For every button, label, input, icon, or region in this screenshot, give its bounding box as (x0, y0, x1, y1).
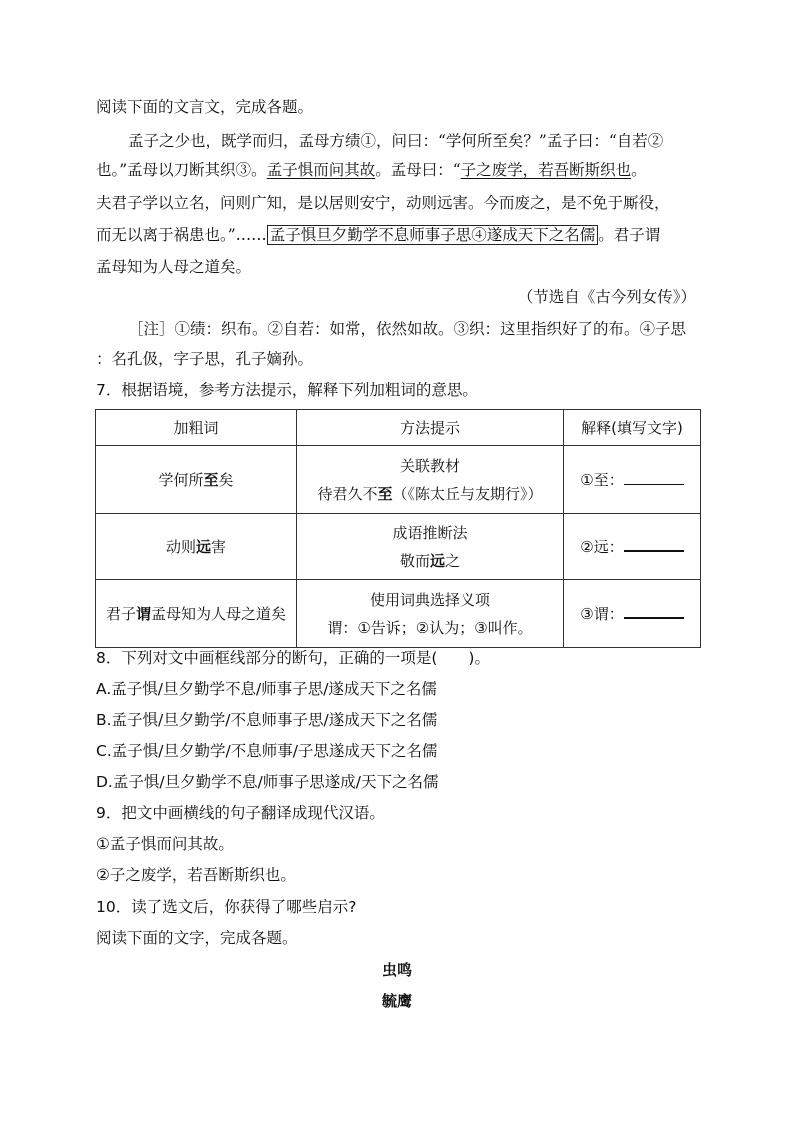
answer-cell (564, 446, 701, 514)
bold-word-cell (96, 446, 297, 514)
method-name: 成语推断法 (392, 523, 468, 542)
boxed-sentence: 孟子惧旦夕勤学不息师事子思④遂成天下之名儒 (267, 225, 599, 245)
method-cell (297, 514, 564, 580)
question-9-item-1: ①孟子惧而问其故。 (96, 835, 234, 853)
answer-blank[interactable] (624, 536, 684, 552)
question-10: 10．读了选文后，你获得了哪些启示? (96, 898, 357, 916)
method-cell (297, 580, 564, 648)
method-name: 使用词典选择义项 (369, 590, 490, 609)
table-row (96, 514, 701, 580)
passage-text: 而无以离于祸患也。”…… (96, 226, 267, 244)
cell-text: 学何所 (158, 470, 204, 489)
table-header: 解释(填写文字) (564, 410, 701, 446)
option-c[interactable]: C.孟子惧/旦夕勤学/不息师事/子思遂成天下之名儒 (96, 742, 438, 760)
passage-text: 。君子谓 (598, 226, 661, 244)
question-7: 7．根据语境，参考方法提示，解释下列加粗词的意思。 (96, 381, 478, 399)
cell-text: 矣 (218, 470, 234, 489)
bold-word-cell (96, 514, 297, 580)
answer-label: ②远： (580, 537, 624, 556)
passage-line-5: 孟母知为人母之道矣。 (96, 258, 252, 276)
table-header-row (96, 410, 701, 446)
passage-text: 。孟母曰：“ (375, 161, 461, 179)
method-cell (297, 446, 564, 514)
method-example: 敬而远之 (399, 551, 461, 570)
method-example: 谓：①告诉；②认为；③叫作。 (327, 618, 533, 637)
answer-label: ③谓： (580, 604, 624, 623)
cell-text: 君子 (105, 604, 136, 623)
method-name: 关联教材 (399, 456, 460, 475)
answer-label: ①至： (580, 470, 624, 489)
intro-text: 阅读下面的文言文，完成各题。 (96, 98, 314, 116)
passage-line-1: 孟子之少也，既学而归，孟母方绩①，问曰：“学何所至矣？”孟子曰：“自若② (128, 132, 664, 150)
passage-line-3: 夫君子学以立名，问则广知，是以居则安宁，动则远害。今而废之，是不免于厮役， (96, 194, 670, 212)
underlined-sentence-1: 孟子惧而问其故 (266, 161, 376, 179)
table-row (96, 580, 701, 648)
article-title: 虫鸣 (381, 961, 412, 979)
question-9-item-2: ②子之废学，若吾断斯织也。 (96, 866, 296, 884)
answer-cell (564, 580, 701, 648)
notes-line-2: ：名孔伋，字子思，孔子嫡孙。 (96, 350, 314, 368)
passage-text: 也。”孟母以刀断其织③。 (96, 161, 267, 179)
vocab-table (95, 409, 701, 648)
passage-line-2 (96, 160, 647, 180)
option-d[interactable]: D.孟子惧/旦夕勤学不息/师事子思遂成/天下之名儒 (96, 773, 439, 791)
bold-word: 谓 (135, 604, 151, 623)
option-b[interactable]: B.孟子惧/旦夕勤学/不息师事子思/遂成天下之名儒 (96, 711, 438, 729)
cell-text: 害 (211, 537, 227, 556)
notes-line-1: ［注］①绩：织布。②自若：如常，依然如故。③织：这里指织好了的布。④子思 (128, 320, 687, 338)
table-header: 方法提示 (297, 410, 564, 446)
table-header: 加粗词 (96, 410, 297, 446)
intro-text-2: 阅读下面的文字，完成各题。 (96, 929, 298, 947)
answer-cell (564, 514, 701, 580)
option-a[interactable]: A.孟子惧/旦夕勤学不息/师事子思/遂成天下之名儒 (96, 680, 437, 698)
cell-text: 动则 (165, 537, 196, 556)
table-row (96, 446, 701, 514)
article-author: 毓鹰 (381, 992, 412, 1010)
passage-text: 。 (631, 161, 647, 179)
answer-blank[interactable] (624, 470, 684, 485)
method-example: 待君久不至（《陈太丘与友期行》） (317, 484, 543, 503)
bold-word: 至 (203, 470, 219, 489)
passage-line-4 (96, 225, 660, 245)
bold-word-cell (96, 580, 297, 648)
cell-text: 孟母知为人母之道矣 (151, 604, 287, 623)
question-9: 9．把文中画横线的句子翻译成现代汉语。 (96, 804, 385, 822)
question-8: 8．下列对文中画框线部分的断句，正确的一项是( )。 (96, 649, 490, 667)
underlined-sentence-2: 子之废学，若吾断斯织也 (460, 161, 632, 179)
answer-blank[interactable] (624, 603, 684, 619)
bold-word: 远 (195, 537, 211, 556)
source-citation: （节选自《古今列女传》） (517, 288, 696, 306)
